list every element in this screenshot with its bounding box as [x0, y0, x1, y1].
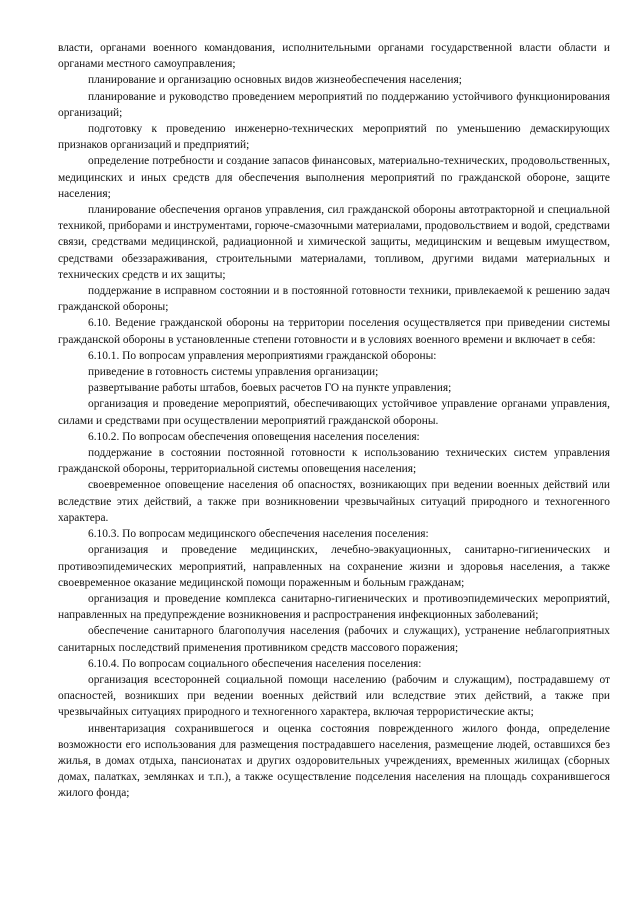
- paragraph-13: поддержание в состоянии постоянной готовности к использованию технических систем управления гражданской обороны, территориальной системы оповещения населения;: [58, 447, 610, 476]
- paragraph-3: подготовку к проведению инженерно-технических мероприятий по уменьшению демаскирующих признаков организаций и предприятий;: [58, 123, 610, 152]
- paragraph-11: организация и проведение мероприятий, обеспечивающих устойчивое управление органами управления, силами и средствами при осуществлении мероприятий гражданской обороны.: [58, 398, 610, 427]
- paragraph-18: обеспечение санитарного благополучия населения (рабочих и служащих), устранение неблагоприятных санитарных последствий применения противником средств массового поражения;: [58, 625, 610, 654]
- subsection-heading-6-10-3: 6.10.3. По вопросам медицинского обеспечения населения поселения:: [88, 528, 429, 541]
- paragraph-2: планирование и руководство проведением мероприятий по поддержанию устойчивого функционирования организаций;: [58, 90, 610, 119]
- paragraph-1: планирование и организацию основных видов жизнеобеспечения населения;: [88, 74, 462, 87]
- paragraph-17: организация и проведение комплекса санитарно-гигиенических и противоэпидемических мероприятий, направленных на предупреждение возникновения и распространения инфекционных заболеваний;: [58, 592, 610, 622]
- paragraph-10: развертывание работы штабов, боевых расчетов ГО на пункте управления;: [88, 382, 452, 395]
- subsection-heading-6-10-4: 6.10.4. По вопросам социального обеспечения населения поселения:: [88, 657, 422, 670]
- paragraph-21: инвентаризация сохранившегося и оценка состояния поврежденного жилого фонда, определение возможности его использования для размещения пострадавшего населения, размещение людей, оставшихся без жилья, в домах отдыха, пансионатах и других оздоровительных учреждениях, временных жилищах (сборных домах, палатках, землянках и т.п.), а также осуществление подселения населения на площадь сохранившегося жилого фонда;: [58, 722, 610, 800]
- section-heading-6-10: 6.10. Ведение гражданской обороны на территории поселения осуществляется при приведении системы гражданской обороны в установленные степени готовности и в условиях военного времени и включает в себя:: [58, 317, 610, 346]
- paragraph-6: поддержание в исправном состоянии и в постоянной готовности техники, привлекаемой к решению задач гражданской обороны;: [58, 285, 610, 314]
- paragraph-14: своевременное оповещение населения об опасностях, возникающих при ведении военных действий или вследствие этих действий, а также при возникновении чрезвычайных ситуаций природного и техногенного характера.: [58, 479, 610, 524]
- paragraph-4: определение потребности и создание запасов финансовых, материально-технических, продовольственных, медицинских и иных средств для обеспечения выполнения мероприятий по гражданской обороне, защите населения;: [58, 155, 610, 200]
- paragraph-9: приведение в готовность системы управления организации;: [88, 366, 379, 379]
- paragraph-5: планирование обеспечения органов управления, сил гражданской обороны автотракторной и специальной техникой, приборами и инструментами, горюче-смазочными материалами, продовольствием и водой, средствами связи, средствами медицинской, радиационной и химической защиты, медицинским и вещевым имуществом, средствами обеззараживания, строительными материалами, топливом, другими видами материальных и технических средств и их защиты;: [58, 204, 610, 281]
- subsection-heading-6-10-1: 6.10.1. По вопросам управления мероприятиями гражданской обороны:: [88, 349, 437, 362]
- paragraph-16: организация и проведение медицинских, лечебно-эвакуационных, санитарно-гигиенических и противоэпидемических мероприятий, направленных на сохранение жизни и здоровья населения, а также своевременное оказание медицинской помощи пораженным и больным гражданам;: [58, 544, 610, 589]
- paragraph-0: власти, органами военного командования, исполнительными органами государственной власти области и органами местного самоуправления;: [58, 42, 610, 71]
- subsection-heading-6-10-2: 6.10.2. По вопросам обеспечения оповещения населения поселения:: [88, 430, 420, 443]
- paragraph-20: организация всесторонней социальной помощи населению (рабочим и служащим), пострадавшему от опасностей, возникших при ведении военных действий или вследствие этих действий, а также при чрезвычайных ситуациях природного и техногенного характера, включая террористические акты;: [58, 673, 610, 719]
